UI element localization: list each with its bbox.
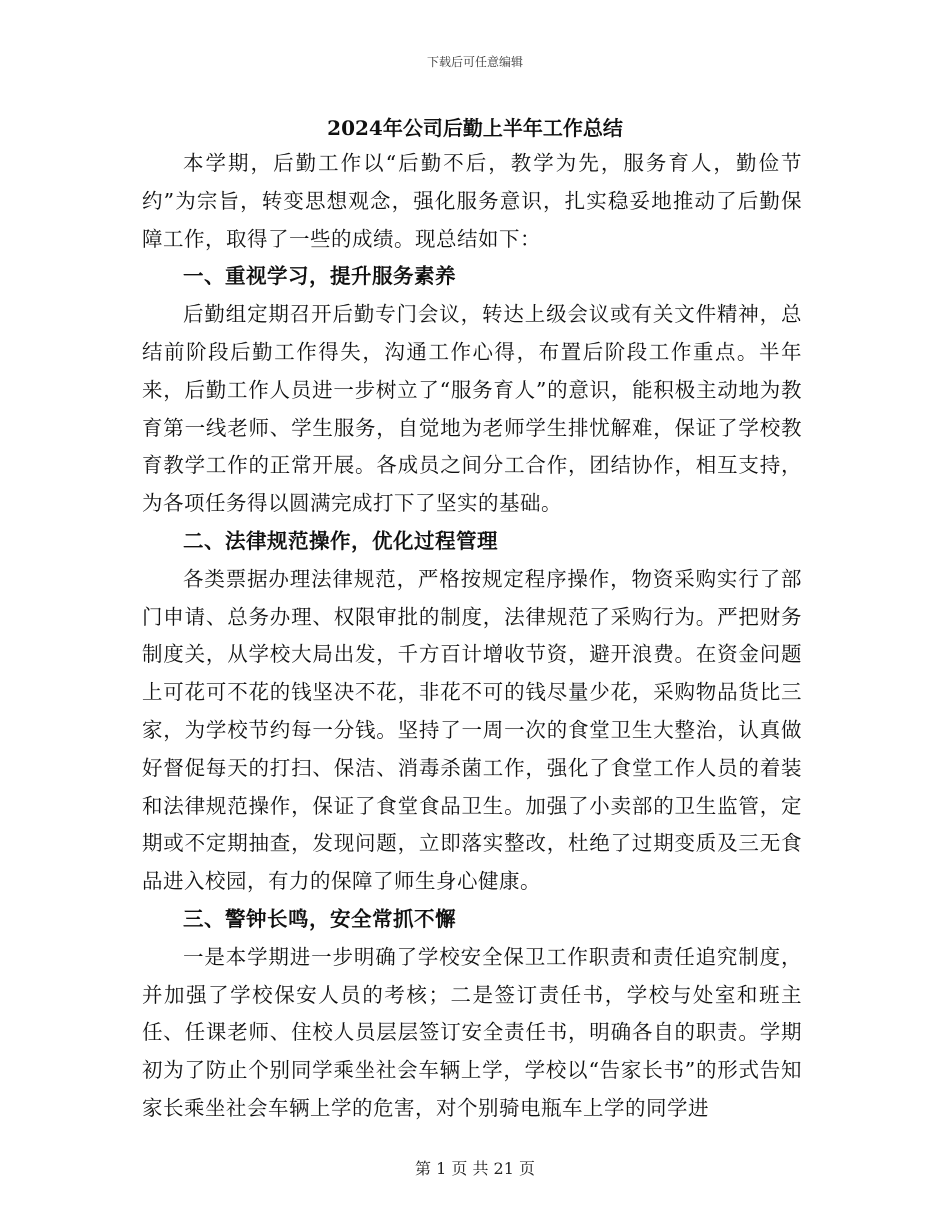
section-heading-3: 三、警钟长鸣，安全常抓不懈 bbox=[183, 906, 456, 931]
section-heading-1: 一、重视学习，提升服务素养 bbox=[183, 264, 456, 289]
section-body-2: 各类票据办理法律规范，严格按规定程序操作，物资采购实行了部门申请、总务办理、权限审批的制度，法律规范了采购行为。严把财务制度关，从学校大局出发，千方百计增收节资，避开浪费。在资金问题上可花可不花的钱坚决不花，非花不可的钱尽量少花，采购物品货比三家，为学校节约每一分钱。坚持了一周一次的食堂卫生大整治，认真做好督促每天的打扫、保洁、消毒杀菌工作，强化了食堂工作人员的着装和法律规范操作，保证了食堂食品卫生。加强了小卖部的卫生监管，定期或不定期抽查，发现问题，立即落实整改，杜绝了过期变质及三无食品进入校园，有力的保障了师生身心健康。 bbox=[142, 566, 802, 894]
document-body bbox=[142, 145, 802, 1128]
section-body-1: 后勤组定期召开后勤专门会议，转达上级会议或有关文件精神，总结前阶段后勤工作得失，沟通工作心得，布置后阶段工作重点。半年来，后勤工作人员进一步树立了“服务育人”的意识，能积极主动地为教育第一线老师、学生服务，自觉地为老师学生排忧解难，保证了学校教育教学工作的正常开展。各成员之间分工合作，团结协作，相互支持，为各项任务得以圆满完成打下了坚实的基础。 bbox=[142, 302, 802, 516]
section-heading-2: 二、法律规范操作，优化过程管理 bbox=[183, 528, 498, 553]
page-number: 第 1 页 共 21 页 bbox=[415, 1159, 535, 1178]
document-title: 2024年公司后勤上半年工作总结 bbox=[327, 116, 623, 140]
intro-paragraph: 本学期，后勤工作以“后勤不后，教学为先，服务育人，勤俭节约”为宗旨，转变思想观念，强化服务意识，扎实稳妥地推动了后勤保障工作，取得了一些的成绩。现总结如下： bbox=[142, 151, 802, 251]
download-note: 下载后可任意编辑 bbox=[426, 55, 523, 69]
section-body-3: 一是本学期进一步明确了学校安全保卫工作职责和责任追究制度，并加强了学校保安人员的考核；二是签订责任书，学校与处室和班主任、任课老师、住校人员层层签订安全责任书，明确各自的职责。学期初为了防止个别同学乘坐社会车辆上学，学校以“告家长书”的形式告知家长乘坐社会车辆上学的危害，对个别骑电瓶车上学的同学进 bbox=[142, 944, 802, 1120]
